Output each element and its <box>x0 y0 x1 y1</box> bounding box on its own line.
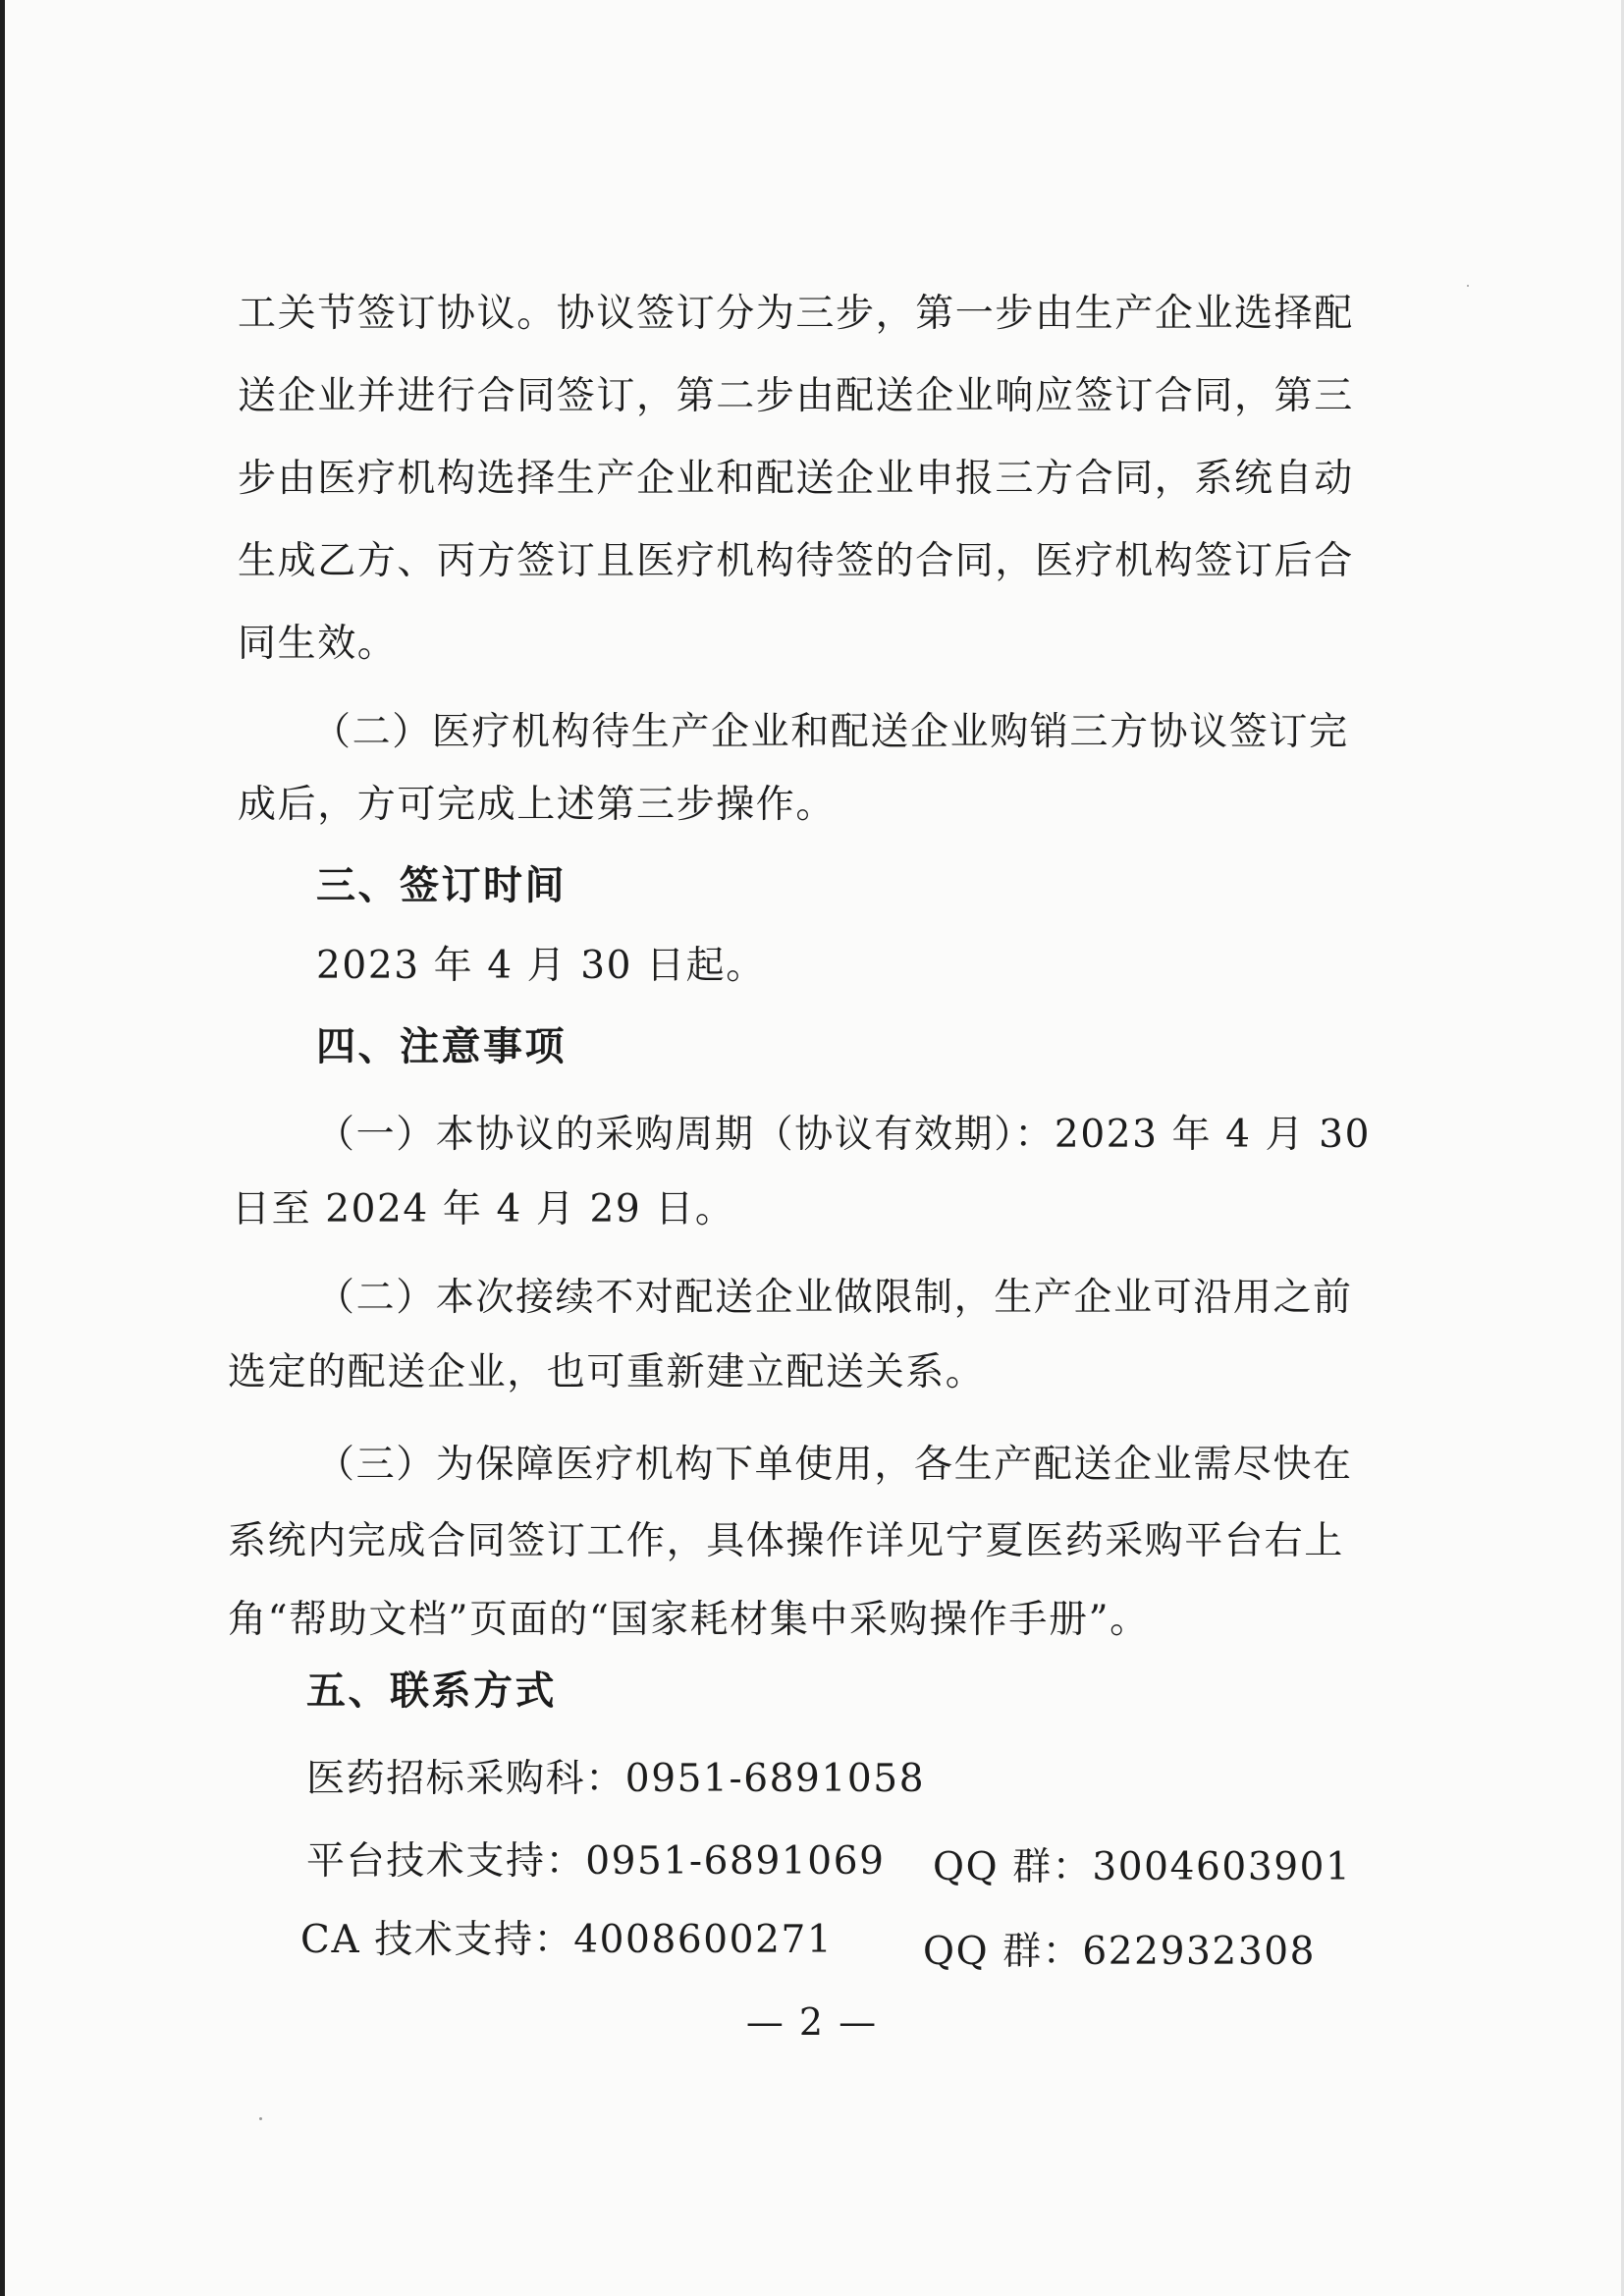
note-three-line-2: 系统内完成合同签订工作，具体操作详见宁夏医药采购平台右上 <box>228 1519 1344 1563</box>
paragraph-two-line-2: 成后，方可完成上述第三步操作。 <box>238 783 837 827</box>
scan-left-edge <box>0 0 5 2296</box>
note-three-line-1: （三）为保障医疗机构下单使用，各生产配送企业需尽快在 <box>316 1443 1353 1487</box>
note-one-line-1: （一）本协议的采购周期（协议有效期）：2023 年 4 月 30 <box>316 1113 1371 1157</box>
contact-platform-support: 平台技术支持：0951-6891069 <box>306 1839 886 1884</box>
note-two-line-2: 选定的配送企业，也可重新建立配送关系。 <box>228 1350 986 1394</box>
note-two-line-1: （二）本次接续不对配送企业做限制，生产企业可沿用之前 <box>316 1276 1353 1320</box>
body-line-1: 工关节签订协议。协议签订分为三步，第一步由生产企业选择配 <box>238 292 1354 336</box>
body-line-4: 生成乙方、丙方签订且医疗机构待签的合同，医疗机构签订后合 <box>238 539 1354 583</box>
section-heading-contacts: 五、联系方式 <box>306 1668 557 1714</box>
contact-ca-support: CA 技术支持：4008600271 <box>300 1918 834 1962</box>
contact-platform-qq: QQ 群：3004603901 <box>933 1845 1352 1889</box>
note-three-line-3: 角“帮助文档”页面的“国家耗材集中采购操作手册”。 <box>228 1598 1150 1642</box>
note-one-line-2: 日至 2024 年 4 月 29 日。 <box>232 1187 735 1231</box>
signing-date: 2023 年 4 月 30 日起。 <box>316 944 766 988</box>
scan-speck <box>1467 285 1469 287</box>
body-line-2: 送企业并进行合同签订，第二步由配送企业响应签订合同，第三 <box>238 374 1354 418</box>
paragraph-two-line-1: （二）医疗机构待生产企业和配送企业购销三方协议签订完 <box>312 710 1349 754</box>
body-line-3: 步由医疗机构选择生产企业和配送企业申报三方合同，系统自动 <box>238 457 1354 501</box>
contact-ca-qq: QQ 群：622932308 <box>923 1930 1317 1974</box>
scan-speck <box>259 2117 262 2120</box>
page-number: — 2 — <box>745 2000 879 2044</box>
contact-bidding-office: 医药招标采购科：0951-6891058 <box>306 1757 926 1801</box>
section-heading-notes: 四、注意事项 <box>316 1024 567 1069</box>
body-line-5: 同生效。 <box>238 622 398 666</box>
section-heading-signing-time: 三、签订时间 <box>316 863 567 908</box>
